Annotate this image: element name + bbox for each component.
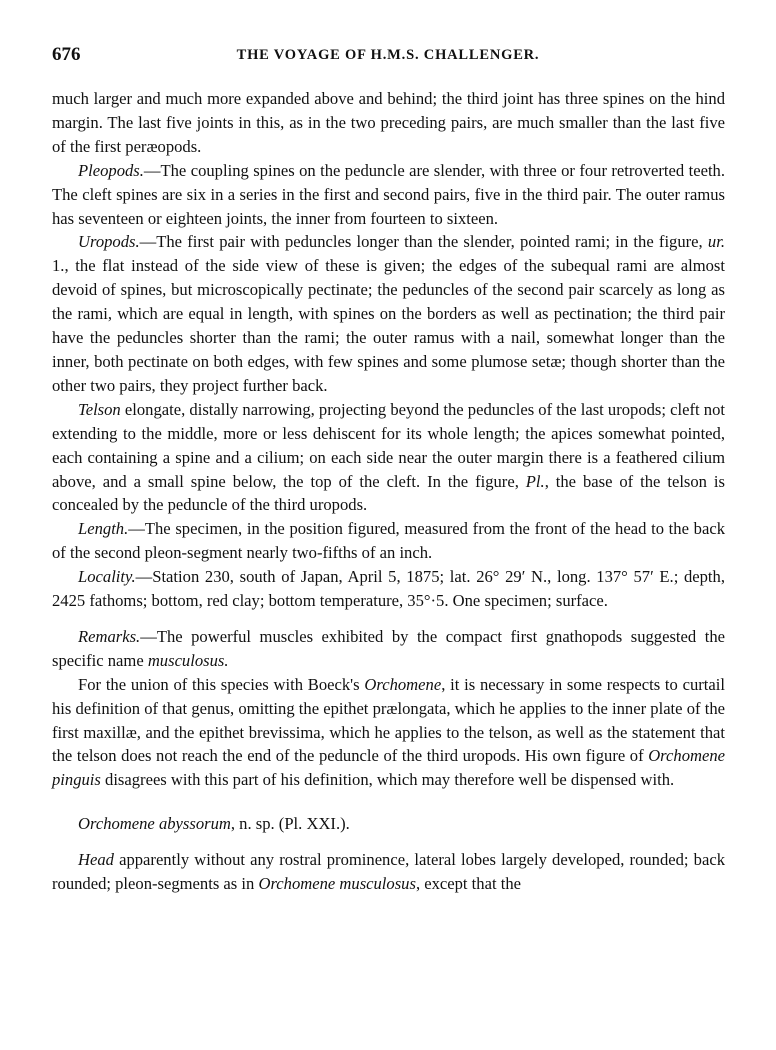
italic-text: musculosus. [147, 650, 229, 670]
paragraph-remarks [52, 625, 725, 673]
italic-text: Pleopods. [78, 160, 144, 180]
italic-text: Telson [78, 399, 121, 419]
italic-text: Length. [78, 519, 129, 539]
text-run: elongate, distally narrowing, projecting beyond the peduncles of the last uropods; cleft not extending to the middle, more or less dehiscent for its whole length; the apices somewhat pointed, each containing a spine and a cilium; on each side near the outer margin there is a feathered cilium above, and a small spine below, the top of the cleft. In the figure, [52, 399, 725, 491]
italic-text: Orchomene abyssorum [78, 814, 231, 834]
text-run: —The first pair with peduncles longer than the slender, pointed rami; in the figure, [139, 232, 708, 252]
paragraph-telson [52, 398, 725, 518]
text-run: much larger and much more expanded above and behind; the third joint has three spines on the hind margin. The last five joints in this, as in the two preceding pairs, are much smaller than the last five of the first peræopods. [52, 89, 725, 156]
paragraph-union [52, 673, 725, 793]
italic-text: Locality. [78, 567, 136, 587]
species-heading [52, 812, 725, 836]
paragraph-continued [52, 87, 725, 159]
text-run: apparently without any rostral prominence, lateral lobes largely developed, rounded; back rounded; pleon-segments as in [52, 850, 725, 894]
page-header [52, 44, 724, 68]
body-text [52, 87, 725, 896]
italic-text: Remarks. [78, 626, 141, 646]
italic-text: Uropods. [78, 232, 140, 252]
italic-text: ur. [707, 232, 725, 252]
text-run: , except that the [415, 874, 521, 894]
text-run: , n. sp. (Pl. XXI.). [230, 814, 350, 834]
text-run: —The powerful muscles exhibited by the compact first gnathopods suggested the specific name [52, 626, 725, 670]
italic-text: Orchomene musculosus [258, 874, 416, 894]
italic-text: Head [78, 850, 114, 870]
paragraph-head [52, 848, 725, 896]
text-run: , the base of the telson is concealed by the peduncle of the third uropods. [52, 471, 725, 515]
paragraph-pleopods [52, 159, 725, 231]
text-run: —The coupling spines on the peduncle are slender, with three or four retroverted teeth. The cleft spines are six in a series in the first and second pairs, five in the third pair. The outer ramus has seventeen or eighteen joints, the inner from fourteen to sixteen. [52, 160, 725, 228]
text-run: 1., the flat instead of the side view of these is given; the edges of the subequal rami are almost devoid of spines, but microscopically pectinate; the peduncles of the second pair scarcely as long as the rami, which are equal in length, with spines on the borders as well as pectination; the third pair have the peduncles shorter than the rami; the outer ramus with a nail, somewhat longer than the inner, both pectinate on both edges, with few spines and some plumose setæ; though shorter than the other two pairs, they project further back. [52, 256, 725, 395]
text-run: For the union of this species with Boeck's [78, 674, 365, 694]
italic-text: Orchomene [364, 674, 442, 694]
page-number: 676 [52, 44, 81, 65]
text-run: , it is necessary in some respects to curtail his definition of that genus, omitting the epithet prælongata, which he applies to the inner plate of the first maxillæ, and the epithet brevissima, which he applies to the telson, as well as the statement that the telson does not reach the end of the peduncle of the third uropods. His own figure of [52, 674, 725, 766]
text-run: —The specimen, in the position figured, measured from the front of the head to the back of the second pleon-segment nearly two-fifths of an inch. [52, 519, 725, 563]
text-run: disagrees with this part of his definition, which may therefore well be dispensed with. [100, 770, 675, 790]
paragraph-length [52, 517, 725, 565]
italic-text: Orchomene pinguis [52, 746, 725, 790]
text-run: —Station 230, south of Japan, April 5, 1875; lat. 26° 29′ N., long. 137° 57′ E.; depth, 2425 fathoms; bottom, red clay; bottom temperature, 35°·5. One specimen; surface. [52, 567, 725, 611]
running-title: THE VOYAGE OF H.M.S. CHALLENGER. [236, 47, 540, 63]
paragraph-uropods [52, 230, 725, 397]
paragraph-locality [52, 565, 725, 613]
italic-text: Pl. [525, 471, 545, 491]
